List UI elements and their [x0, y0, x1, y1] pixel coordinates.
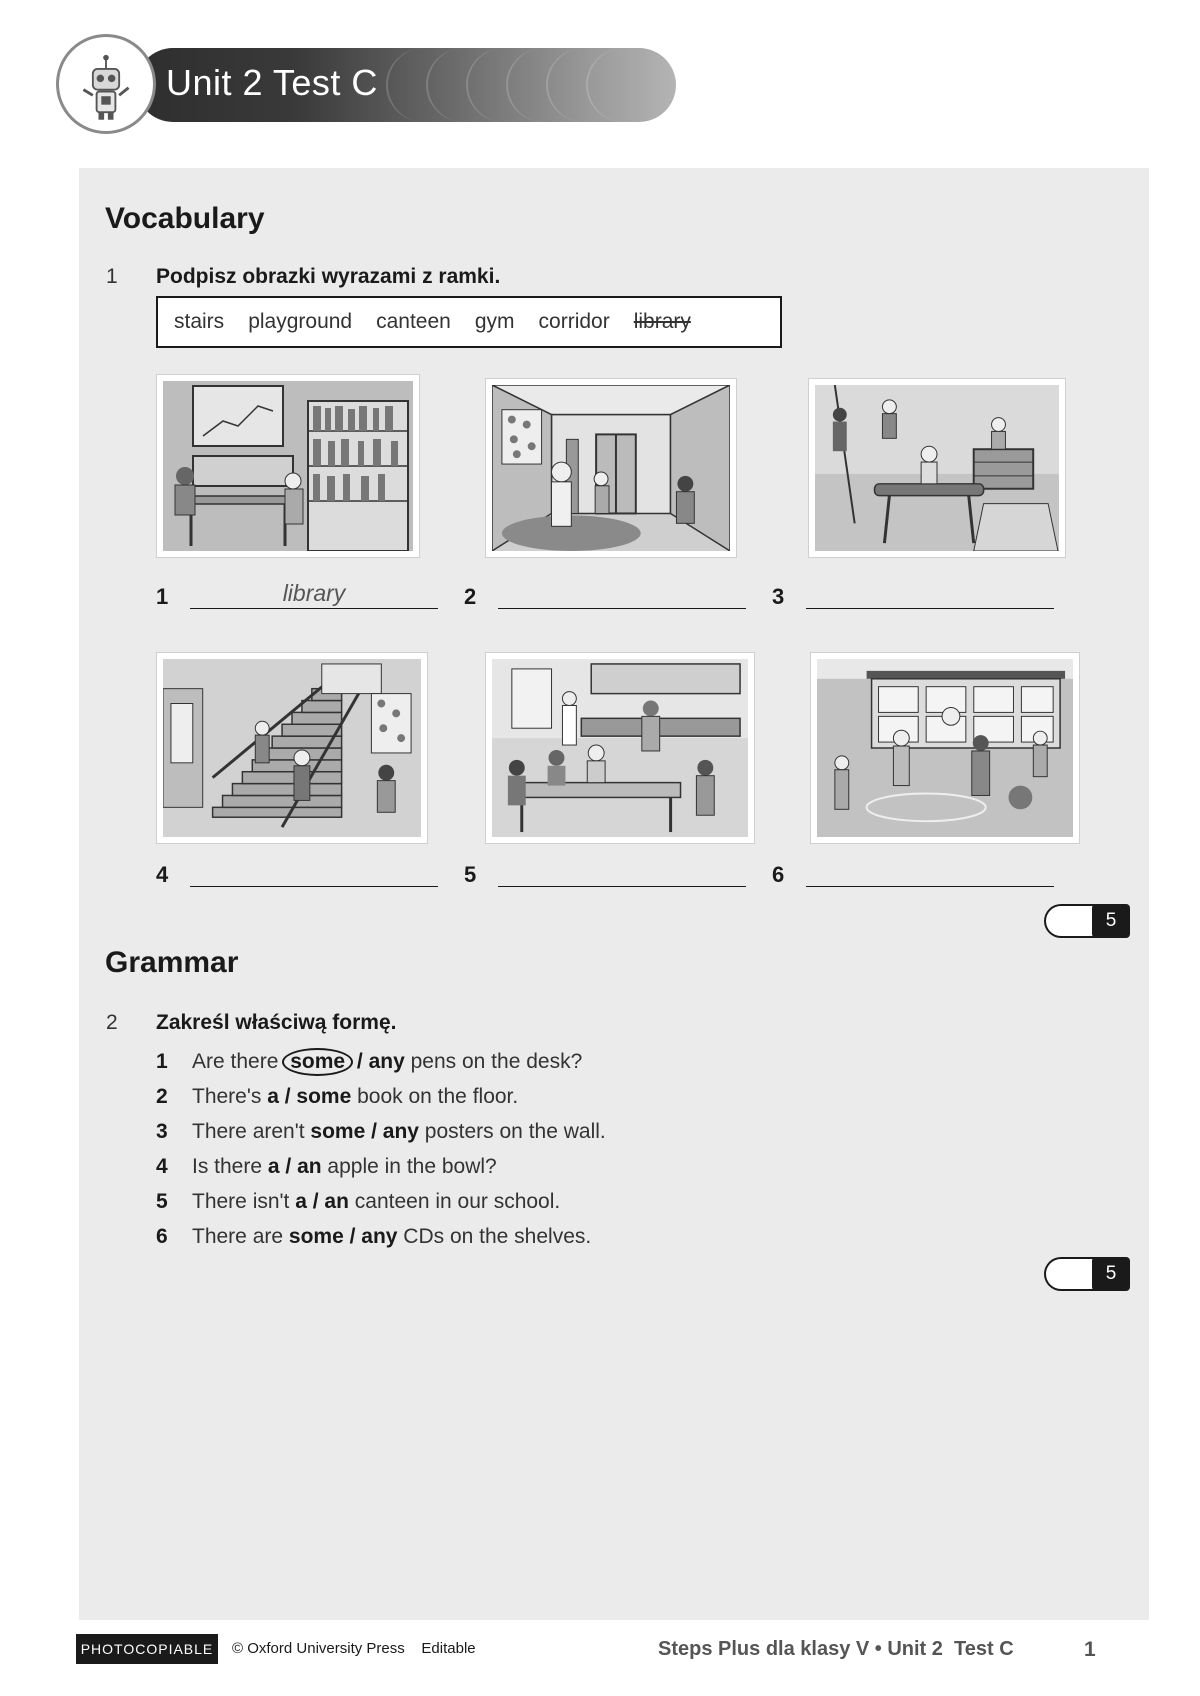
exercise-instruction: Podpisz obrazki wyrazami z ramki.: [156, 265, 501, 288]
option[interactable]: a: [267, 1085, 279, 1108]
robot-mascot-icon: [56, 34, 156, 134]
word-corridor: corridor: [538, 310, 610, 333]
option[interactable]: a: [295, 1190, 307, 1213]
grammar-item-6: 6 There are some / any CDs on the shelves.: [156, 1225, 592, 1248]
answer-text: library: [282, 580, 346, 606]
grammar-item-5: 5 There isn't a / an canteen in our school.: [156, 1190, 561, 1213]
grammar-item-3: 3 There aren't some / any posters on the wall.: [156, 1120, 606, 1143]
answer-line-2[interactable]: [498, 580, 746, 609]
word-gym: gym: [474, 310, 515, 333]
header-bubbles: [386, 48, 676, 122]
photocopiable-badge: PHOTOCOPIABLE: [76, 1634, 218, 1664]
exercise-instruction: Zakreśl właściwą formę.: [156, 1011, 397, 1034]
copyright-text: © Oxford University Press Editable: [232, 1640, 476, 1657]
answer-number: 5: [464, 862, 477, 887]
library-picture: [156, 374, 420, 558]
exercise-number: 1: [106, 265, 118, 288]
answer-number: 2: [464, 584, 477, 609]
vocabulary-heading: Vocabulary: [105, 202, 265, 235]
option[interactable]: an: [324, 1190, 349, 1213]
option[interactable]: some: [288, 1225, 344, 1248]
grammar-item-1: 1 Are there some / any pens on the desk?: [156, 1050, 582, 1074]
answer-number: 4: [156, 862, 169, 887]
score-max: 5: [1092, 904, 1130, 938]
option[interactable]: any: [382, 1120, 419, 1143]
exercise-number: 2: [106, 1011, 118, 1034]
option[interactable]: some: [296, 1085, 352, 1108]
score-max: 5: [1092, 1257, 1130, 1291]
word-stairs: stairs: [174, 310, 225, 333]
word-box: [156, 296, 782, 348]
answer-line-3[interactable]: [806, 580, 1054, 609]
corridor-picture: [485, 378, 737, 558]
answer-line-1[interactable]: [190, 580, 438, 609]
answer-line-6[interactable]: [806, 858, 1054, 887]
option[interactable]: any: [368, 1050, 405, 1073]
page-title: Unit 2 Test C: [166, 62, 378, 103]
canteen-picture: [485, 652, 755, 844]
grammar-item-4: 4 Is there a / an apple in the bowl?: [156, 1155, 497, 1178]
playground-picture: [810, 652, 1080, 844]
stairs-picture: [156, 652, 428, 844]
answer-line-4[interactable]: [190, 858, 438, 887]
option[interactable]: some: [310, 1120, 366, 1143]
score-box-vocabulary: [1044, 904, 1130, 938]
option[interactable]: a: [267, 1155, 280, 1178]
circled-answer[interactable]: some: [282, 1048, 353, 1076]
word-playground: playground: [248, 310, 353, 333]
answer-number: 6: [772, 862, 785, 887]
grammar-item-2: 2 There's a / some book on the floor.: [156, 1085, 519, 1108]
answer-line-5[interactable]: [498, 858, 746, 887]
grammar-heading: Grammar: [105, 946, 239, 979]
word-canteen: canteen: [376, 310, 451, 333]
answer-number: 3: [772, 584, 785, 609]
option[interactable]: an: [297, 1155, 322, 1178]
page-number: 1: [1084, 1638, 1096, 1661]
course-reference: Steps Plus dla klasy V • Unit 2 Test C: [658, 1638, 1014, 1660]
unit-header: [56, 34, 636, 138]
option[interactable]: any: [361, 1225, 398, 1248]
gym-picture: [808, 378, 1066, 558]
answer-number: 1: [156, 584, 169, 609]
word-library-crossed: library: [633, 310, 691, 333]
score-box-grammar: [1044, 1257, 1130, 1291]
